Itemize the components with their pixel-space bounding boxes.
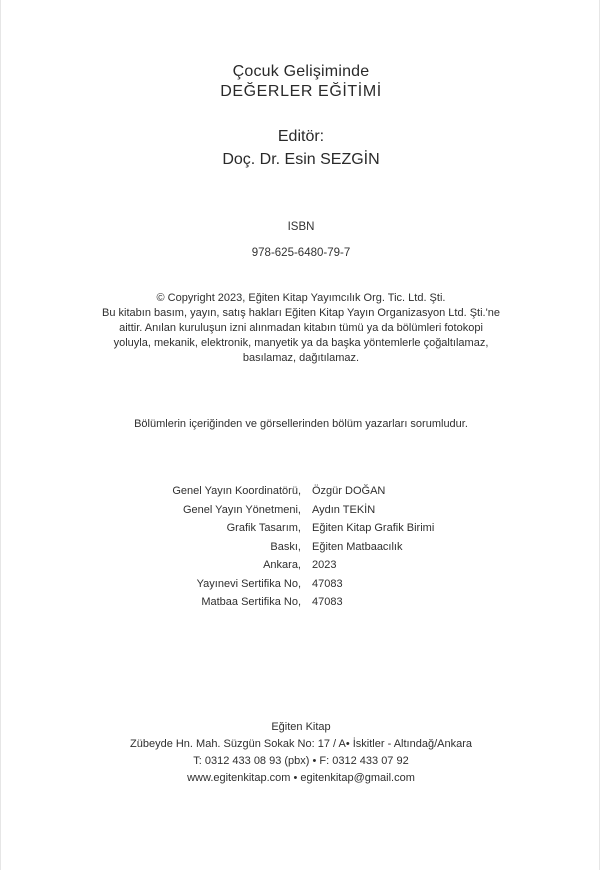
credit-value: Özgür DOĞAN bbox=[312, 485, 386, 497]
editor-name: Doç. Dr. Esin SEZGİN bbox=[222, 151, 380, 168]
publisher-phone: T: 0312 433 08 93 (pbx) • F: 0312 433 07 92 bbox=[193, 755, 409, 767]
credits-list bbox=[1, 485, 600, 615]
publisher-footer bbox=[1, 719, 600, 787]
book-title-line1: Çocuk Gelişiminde bbox=[232, 63, 370, 80]
responsibility-statement: Bölümlerin içeriğinden ve görsellerinden bölüm yazarları sorumludur. bbox=[134, 418, 468, 430]
copyright-line: aittir. Anılan kuruluşun izni alınmadan kitabın tümü ya da bölümleri fotokopi bbox=[119, 322, 483, 334]
credit-row bbox=[1, 485, 600, 504]
credit-label: Matbaa Sertifika No, bbox=[201, 596, 301, 608]
credit-value: Eğiten Kitap Grafik Birimi bbox=[312, 522, 435, 534]
credit-value: 47083 bbox=[312, 577, 343, 590]
credit-row bbox=[1, 559, 600, 578]
copyright-line: yoluyla, mekanik, elektronik, manyetik ya da başka yöntemlerle çoğaltılamaz, bbox=[113, 337, 489, 349]
credit-row bbox=[1, 504, 600, 523]
book-title bbox=[1, 62, 600, 102]
isbn-label: ISBN bbox=[287, 221, 315, 233]
credit-value: 47083 bbox=[312, 596, 343, 608]
credit-label: Genel Yayın Koordinatörü, bbox=[172, 485, 301, 497]
credit-value: Eğiten Matbaacılık bbox=[312, 540, 403, 553]
copyright-line: basılamaz, dağıtılamaz. bbox=[242, 352, 360, 364]
credit-value: 2023 bbox=[312, 559, 337, 571]
editor-block bbox=[1, 126, 600, 172]
credit-label: Yayınevi Sertifika No, bbox=[196, 577, 301, 590]
credit-row bbox=[1, 541, 600, 560]
isbn-number: 978-625-6480-79-7 bbox=[251, 247, 351, 259]
isbn-block bbox=[1, 219, 600, 261]
credit-row bbox=[1, 522, 600, 541]
copyright-line: © Copyright 2023, Eğiten Kitap Yayımcılık Org. Tic. Ltd. Şti. bbox=[156, 292, 446, 304]
credit-label: Grafik Tasarım, bbox=[226, 522, 301, 534]
editor-label: Editör: bbox=[277, 128, 325, 145]
credit-label: Genel Yayın Yönetmeni, bbox=[182, 503, 301, 516]
publisher-web: www.egitenkitap.com • egitenkitap@gmail.com bbox=[187, 772, 415, 784]
copyright-line: Bu kitabın basım, yayın, satış hakları Eğiten Kitap Yayın Organizasyon Ltd. Şti.'ne bbox=[102, 307, 500, 319]
publisher-name: Eğiten Kitap bbox=[271, 721, 331, 733]
publisher-address: Zübeyde Hn. Mah. Süzgün Sokak No: 17 / A• İskitler - Altındağ/Ankara bbox=[130, 738, 472, 750]
credit-row bbox=[1, 578, 600, 597]
credit-label: Ankara, bbox=[263, 559, 301, 571]
book-title-line2: DEĞERLER EĞİTİMİ bbox=[220, 83, 382, 100]
credit-row bbox=[1, 596, 600, 615]
copyright-notice bbox=[79, 291, 523, 366]
credit-label: Baskı, bbox=[270, 540, 301, 553]
credit-value: Aydın TEKİN bbox=[312, 503, 376, 516]
